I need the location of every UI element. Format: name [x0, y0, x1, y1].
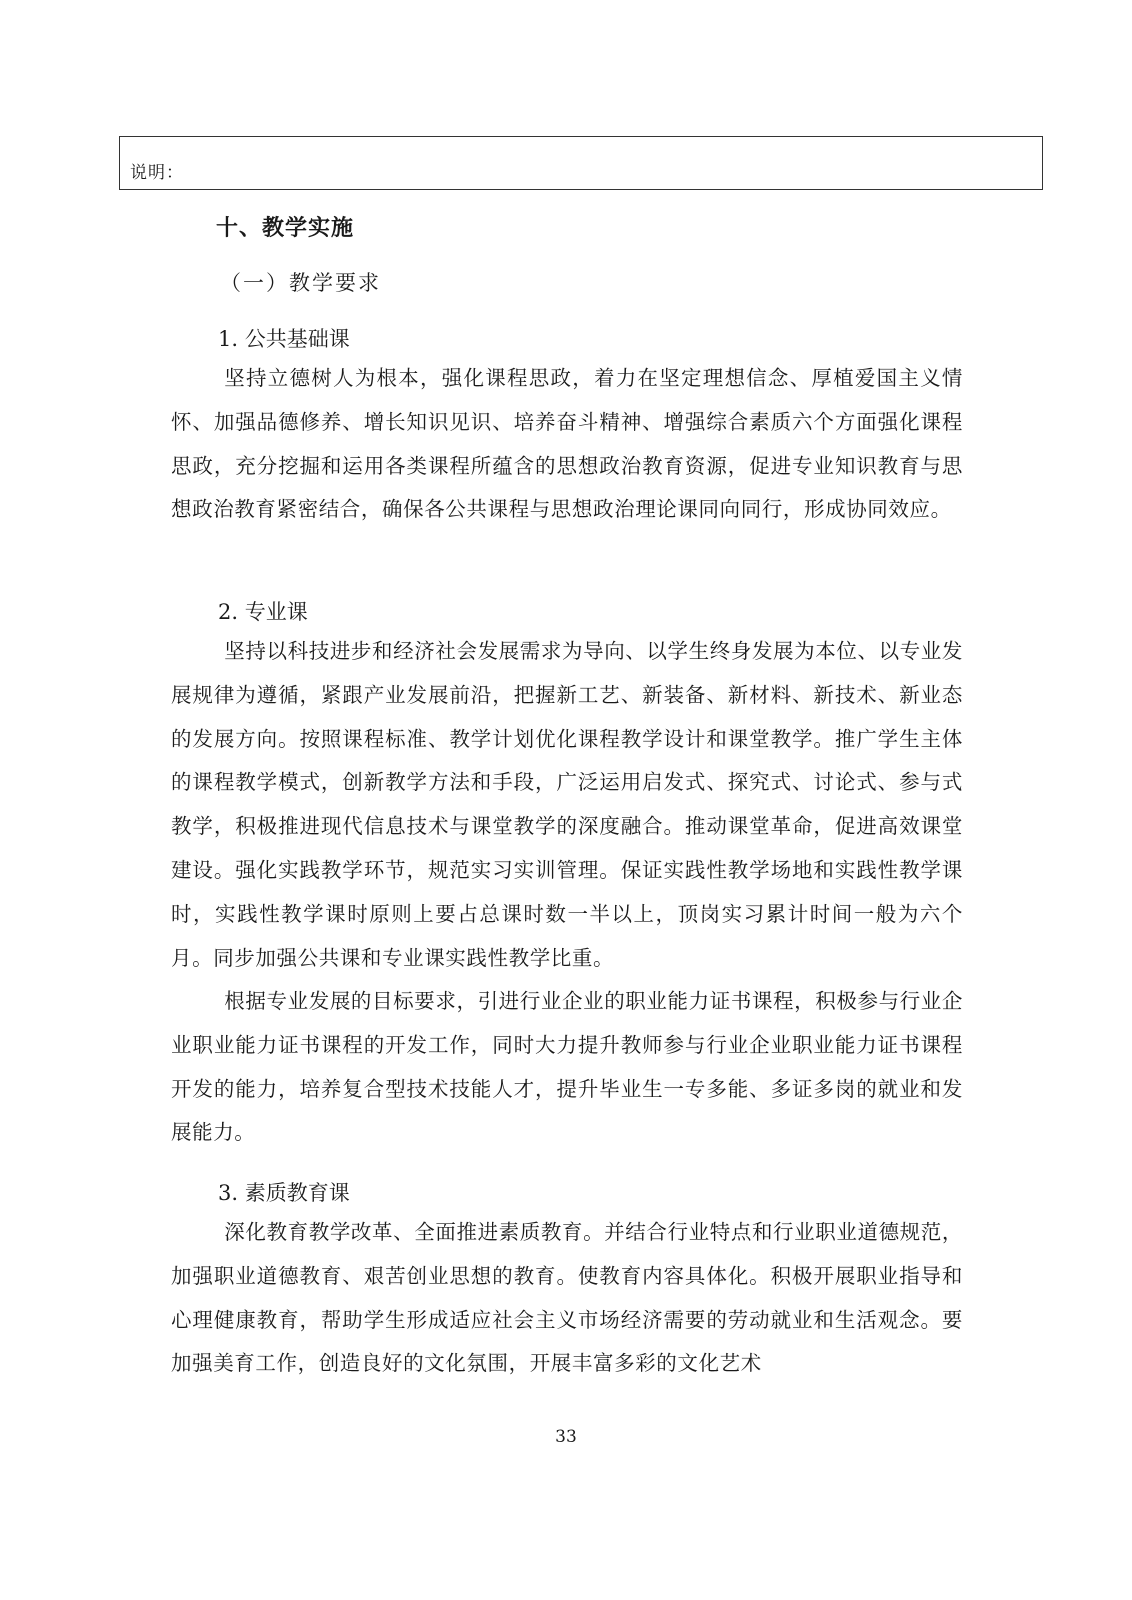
item-title-public-basic: 1. 公共基础课 — [218, 327, 350, 351]
note-box — [119, 136, 1043, 190]
paragraph-public-basic: 坚持立德树人为根本，强化课程思政，着力在坚定理想信念、厚植爱国主义情怀、加强品德修养、增长知识见识、培养奋斗精神、增强综合素质六个方面强化课程思政，充分挖掘和运用各类课程所蕴含的思想政治教育资源，促进专业知识教育与思想政治教育紧密结合，确保各公共课程与思想政治理论课同向同行，形成协同效应。 — [171, 366, 963, 522]
item-title-quality-education: 3. 素质教育课 — [218, 1181, 350, 1205]
note-label: 说明： — [130, 163, 184, 183]
page-number: 33 — [555, 1427, 577, 1447]
section-heading: 十、教学实施 — [216, 216, 355, 241]
paragraph-quality-education: 深化教育教学改革、全面推进素质教育。并结合行业特点和行业职业道德规范，加强职业道德教育、艰苦创业思想的教育。使教育内容具体化。积极开展职业指导和心理健康教育，帮助学生形成适应社会主义市场经济需要的劳动就业和生活观念。要加强美育工作，创造良好的文化氛围，开展丰富多彩的文化艺术 — [171, 1220, 963, 1376]
paragraph-professional-1: 坚持以科技进步和经济社会发展需求为导向、以学生终身发展为本位、以专业发展规律为遵循，紧跟产业发展前沿，把握新工艺、新装备、新材料、新技术、新业态的发展方向。按照课程标准、教学计划优化课程教学设计和课堂教学。推广学生主体的课程教学模式，创新教学方法和手段，广泛运用启发式、探究式、讨论式、参与式教学，积极推进现代信息技术与课堂教学的深度融合。推动课堂革命，促进高效课堂建设。强化实践教学环节，规范实习实训管理。保证实践性教学场地和实践性教学课时，实践性教学课时原则上要占总课时数一半以上，顶岗实习累计时间一般为六个月。同步加强公共课和专业课实践性教学比重。 — [171, 639, 963, 970]
item-title-professional: 2. 专业课 — [218, 600, 308, 624]
section-subheading: （一）教学要求 — [220, 271, 381, 295]
paragraph-professional-2: 根据专业发展的目标要求，引进行业企业的职业能力证书课程，积极参与行业企业职业能力证书课程的开发工作，同时大力提升教师参与行业企业职业能力证书课程开发的能力，培养复合型技术技能人才，提升毕业生一专多能、多证多岗的就业和发展能力。 — [171, 989, 963, 1145]
